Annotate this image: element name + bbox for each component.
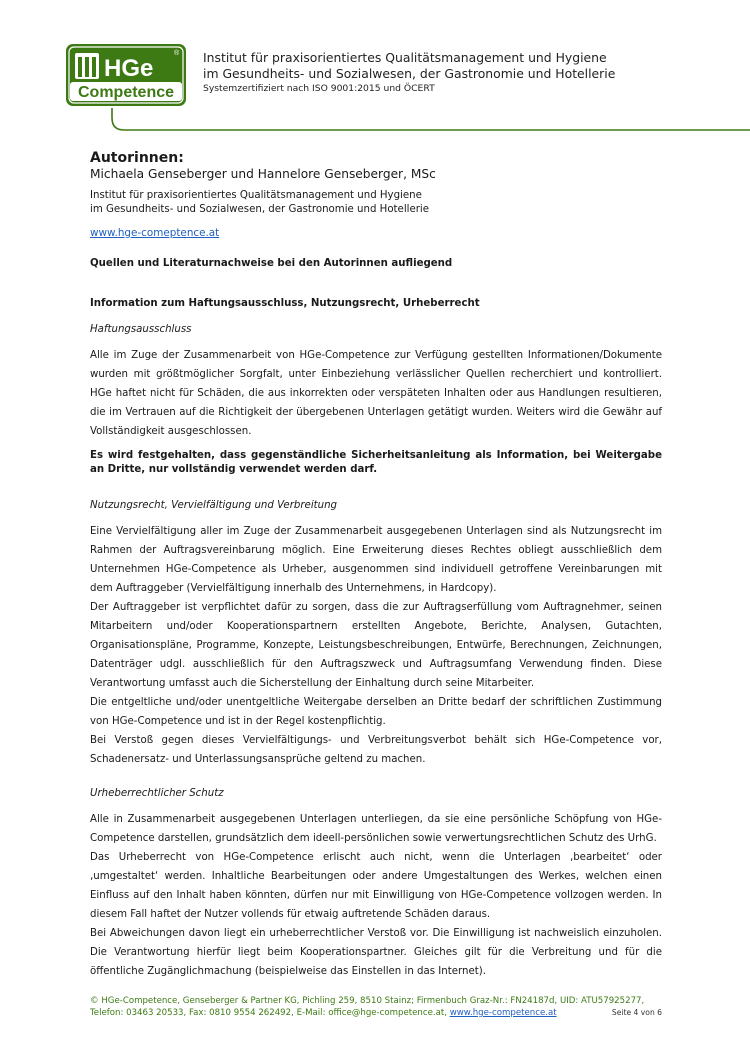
nutzung-paragraph-4: Bei Verstoß gegen dieses Vervielfältigungs- und Verbreitungsverbot behält sich HGe-Competence vor, Schadenersatz- und Unterlassungsansprüche geltend zu machen. [90, 735, 662, 765]
hge-logo [66, 44, 186, 106]
haftung-paragraph: Alle im Zuge der Zusammenarbeit von HGe-Competence zur Verfügung gestellten Informationen/Dokumente wurden mit größtmöglicher Sorgfalt, unter Einbeziehung verlässlicher Quellen recherchiert und kontrolliert. HGe haftet nicht für Schäden, die aus inkorrekten oder verspäteten Inhalten oder aus Handlungen resultieren, die im Vertrauen auf die Richtigkeit der übergebenen Unterlagen getätigt wurden. Weiters wird die Gewähr auf Vollständigkeit ausgeschlossen. [90, 350, 662, 437]
urheber-paragraph-1: Alle in Zusammenarbeit ausgegebenen Unterlagen unterliegen, da sie eine persönliche Schöpfung von HGe-Competence darstellen, grundsätzlich dem ideell-persönlichen sowie verwertungsrechtlichen Schutz des UrhG. [90, 814, 662, 844]
footer-line-1: © HGe-Competence, Genseberger & Partner KG, Pichling 259, 8510 Stainz; Firmenbuch Graz-Nr.: FN24187d, UID: ATU57925277, [90, 996, 645, 1006]
distribution-note: Es wird festgehalten, dass gegenständliche Sicherheitsanleitung als Information, bei Weitergabe an Dritte, nur vollständig verwendet werden darf. [90, 450, 662, 475]
header-line-2: im Gesundheits- und Sozialwesen, der Gastronomie und Hotellerie [203, 66, 616, 81]
footer [90, 995, 662, 1019]
footer-contact: Telefon: 03463 20533, Fax: 0810 9554 262492, E-Mail: office@hge-competence.at, [90, 1008, 450, 1018]
main-content [90, 150, 662, 981]
nutzung-paragraph-3: Die entgeltliche und/oder unentgeltliche Weitergabe derselben an Dritte bedarf der schriftlichen Zustimmung von HGe-Competence und ist in der Regel kostenpflichtig. [90, 697, 662, 727]
nutzung-paragraph-2: Der Auftraggeber ist verpflichtet dafür zu sorgen, dass die zur Auftragserfüllung vom Auftragnehmer, seinen Mitarbeitern und/oder Kooperationspartnern erstellten Angebote, Berichte, Analysen, Gutachten, Organisationspläne, Programme, Konzepte, Leistungsbeschreibungen, Entwürfe, Berechnungen, Zeichnungen, Datenträger udgl. ausschließlich für den Auftragszweck und Auftragsumfang Verwendung finden. Diese Verantwortung umfasst auch die Sicherstellung der Einhaltung durch seine Mitarbeiter. [90, 602, 662, 689]
header-line-1: Institut für praxisorientiertes Qualitätsmanagement und Hygiene [203, 50, 607, 65]
urheber-paragraph-2: Das Urheberrecht von HGe-Competence erlischt auch nicht, wenn die Unterlagen ‚bearbeitet‘ oder ‚umgestaltet‘ werden. Inhaltliche Bearbeitungen oder andere Umgestaltungen des Werkes, welchen einen Einfluss auf den Inhalt haben könnten, dürfen nur mit Einwilligung von HGe-Competence vollzogen werden. In diesem Fall haftet der Nutzer vollends für etwaig auftretende Schäden daraus. [90, 852, 662, 920]
info-heading: Information zum Haftungsausschluss, Nutzungsrecht, Urheberrecht [90, 298, 480, 309]
header-certification: Systemzertifiziert nach ISO 9001:2015 und ÖCERT [203, 83, 435, 94]
header-text [203, 50, 743, 95]
institute-block [90, 189, 662, 216]
urheber-paragraph-3: Bei Abweichungen davon liegt ein urheberrechtlicher Verstoß vor. Die Einwilligung ist nachweislich einzuholen. Die Verantwortung hierfür liegt beim Kooperationspartner. Gleiches gilt für die Verbreitung und für die öffentliche Zugänglichmachung (beispielweise das Einstellen in das Internet). [90, 928, 662, 977]
institute-line-2: im Gesundheits- und Sozialwesen, der Gastronomie und Hotellerie [90, 203, 430, 215]
footer-website-link[interactable]: www.hge-competence.at [449, 1008, 557, 1018]
website-link[interactable]: www.hge-comeptence.at [90, 227, 220, 239]
institute-line-1: Institut für praxisorientiertes Qualitätsmanagement und Hygiene [90, 190, 422, 201]
nutzung-paragraph-1: Eine Vervielfältigung aller im Zuge der Zusammenarbeit ausgegebenen Unterlagen sind als Nutzungsrecht im Rahmen der Auftragsvereinbarung möglich. Eine Erweiterung dieses Rechtes obliegt ausschließlich dem Unternehmen HGe-Competence als Urheber, ausgenommen sind individuell getroffene Vereinbarungen mit dem Auftraggeber (Vervielfältigung innerhalb des Unternehmens, in Hardcopy). [90, 526, 662, 594]
logo-registered-mark: ® [174, 50, 180, 57]
authors-names: Michaela Genseberger und Hannelore Genseberger, MSc [90, 167, 436, 181]
section-title-nutzung: Nutzungsrecht, Vervielfältigung und Verbreitung [90, 500, 338, 511]
section-title-haftung: Haftungsausschluss [90, 324, 192, 335]
section-title-urheber: Urheberrechtlicher Schutz [90, 788, 224, 799]
footer-line-2 [90, 1007, 662, 1019]
page-number: Seite 4 von 6 [611, 1008, 662, 1017]
sources-note: Quellen und Literaturnachweise bei den Autorinnen aufliegend [90, 258, 453, 269]
authors-heading: Autorinnen: [90, 150, 184, 166]
logo-bottom-text: Competence [77, 84, 175, 101]
logo-top-text: HGe [104, 55, 154, 82]
